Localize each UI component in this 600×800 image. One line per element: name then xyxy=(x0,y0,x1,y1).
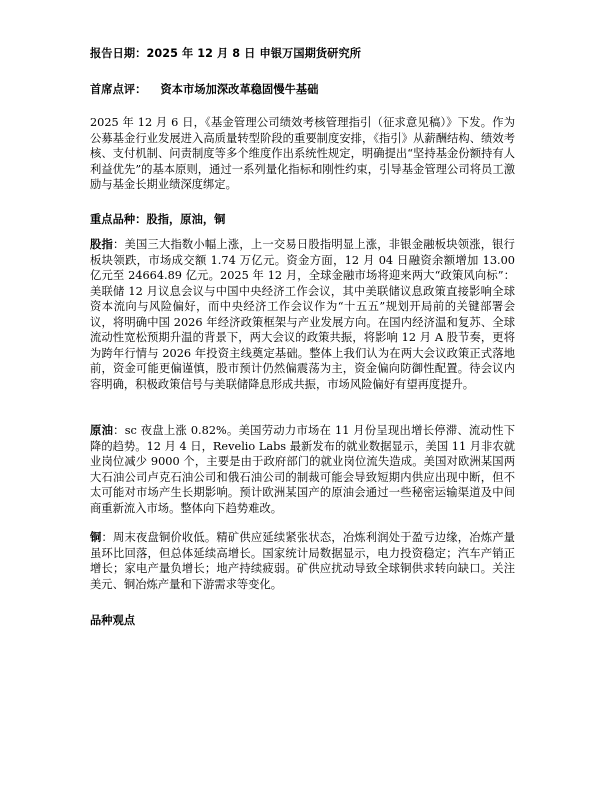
chief-comment-label: 首席点评： xyxy=(90,83,147,96)
chief-comment-heading xyxy=(90,81,318,97)
stock-index-lead: 股指 xyxy=(90,238,113,251)
crude-oil-paragraph xyxy=(90,423,515,516)
crude-oil-text: ：sc 夜盘上涨 0.82%。美国劳动力市场在 11 月份呈现出增长停滞、流动性下降的趋势。12 月 4 日，Revelio Labs 最新发布的就业数据显示，美国 11 月非农就业岗位减少 9000 个，主要是由于政府部门的就业岗位流失造成。美国对欧洲某国两大石油公司卢克石油公司和俄石油公司的制裁可能会导致短期内供应出现中断，但不太可能对市场产生长期影响。预计欧洲某国产的原油会通过一些秘密运输渠道及中间商重新流入市场。整体向下趋势难改。 xyxy=(90,424,515,515)
copper-text: ：周末夜盘铜价收低。精矿供应延续紧张状态，冶炼利润处于盈亏边缘，冶炼产量虽环比回落，但总体延续高增长。国家统计局数据显示，电力投资稳定；汽车产销正增长；家电产量负增长；地产持续疲弱。矿供应扰动导致全球铜供求转向缺口。关注美元、铜冶炼产量和下游需求等变化。 xyxy=(90,531,515,591)
variety-views-heading: 品种观点 xyxy=(90,614,136,627)
stock-index-text: ：美国三大指数小幅上涨，上一交易日股指明显上涨，非银金融板块领涨，银行板块领跌，市场成交额 1.74 万亿元。资金方面，12 月 04 日融资余额增加 13.00 亿元至 24664.89 亿元。2025 年 12 月，全球金融市场将迎来两大“政策风向标”：美联储 12 月议息会议与中国中央经济工作会议，其中美联储议息政策直接影响全球资本流向与风险偏好，而中央经济工作会议作为“十五五”规划开局前的关键部署会议，将明确中国 2026 年经济政策框架与产业发展方向。在国内经济温和复苏、全球流动性宽松预期升温的背景下，两大会议的政策共振，将影响 12 月 A 股节奏，更将为跨年行情与 2026 年投资主线奠定基础。整体上我们认为在两大会议政策正式落地前，资金可能更偏谨慎，股市预计仍然偏震荡为主，资金偏向防御性配置。待会议内容明确，积极政策信号与美联储降息形成共振，市场风险偏好有望再度提升。 xyxy=(90,238,515,391)
report-date-line: 报告日期：2025 年 12 月 8 日 申银万国期货研究所 xyxy=(90,47,362,60)
copper-lead: 铜 xyxy=(90,531,102,544)
copper-paragraph xyxy=(90,530,515,592)
focus-heading: 重点品种：股指，原油，铜 xyxy=(90,213,226,226)
crude-oil-lead: 原油 xyxy=(90,424,114,437)
chief-comment-title: 资本市场加深改革稳固慢牛基础 xyxy=(160,83,319,96)
stock-index-paragraph xyxy=(90,237,515,392)
intro-paragraph: 2025 年 12 月 6 日，《基金管理公司绩效考核管理指引（征求意见稿）》下发。作为公募基金行业发展进入高质量转型阶段的重要制度安排，《指引》从薪酬结构、绩效考核、支付机制、问责制度等多个维度作出系统性规定，明确提出“坚持基金份额持有人利益优先”的基本原则，通过一系列量化指标和刚性约束，引导基金管理公司将员工激励与基金长期业绩深度绑定。 xyxy=(90,116,515,191)
